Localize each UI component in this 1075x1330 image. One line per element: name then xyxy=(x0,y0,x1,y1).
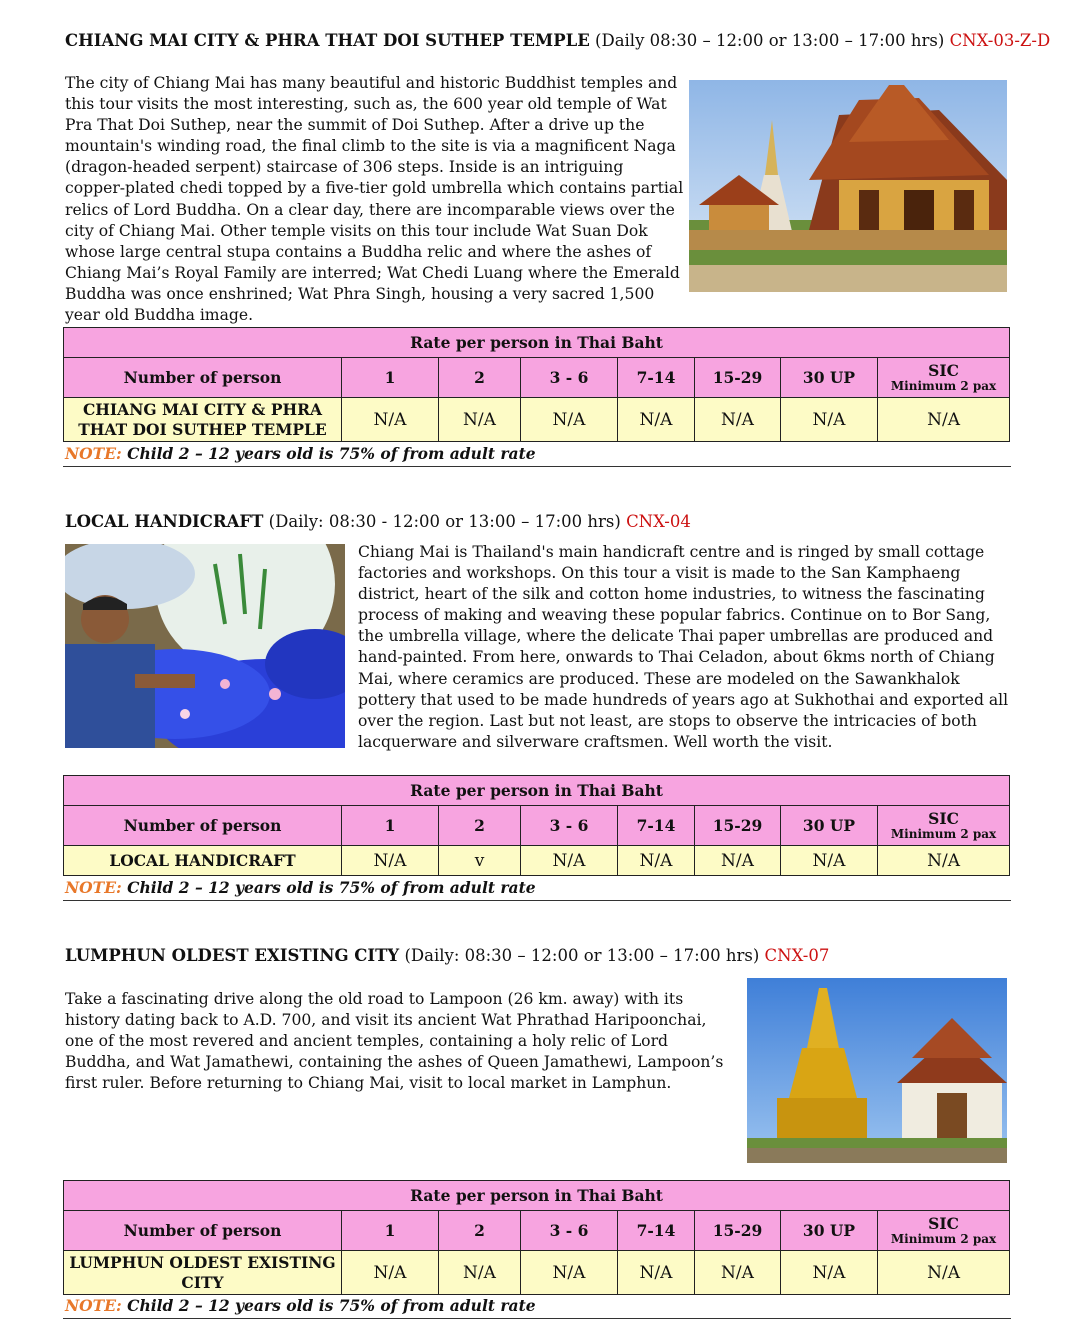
tour-name: LUMPHUN OLDEST EXISTING CITY xyxy=(65,946,400,965)
tour-1-description: The city of Chiang Mai has many beautiful and historic Buddhist temples and this tour visits the most interesting, such as, the 600 year old temple of Wat Pra That Doi Suthep, near the summit of Doi Suthep. After a drive up the mountain's winding road, the final climb to the site is via a magnificent Naga (dragon-headed serpent) staircase of 306 steps. Inside is an intriguing copper-plated chedi topped by a five-tier gold umbrella which contains partial relics of Lord Buddha. On a clear day, there are incomparable views over the city of Chiang Mai. Other temple visits on this tour include Wat Suan Dok whose large central stupa contains a Buddha relic and where the ashes of Chiang Mai’s Royal Family are interred; Wat Chedi Luang where the Emerald Buddha was once enshrined; Wat Phra Singh, housing a very sacred 1,500 year old Buddha image. xyxy=(65,74,684,325)
table-row xyxy=(64,398,1010,442)
sic-minimum: Minimum 2 pax xyxy=(890,1232,997,1246)
table-row xyxy=(64,846,1010,876)
sic-minimum: Minimum 2 pax xyxy=(890,827,997,841)
tour-name: CHIANG MAI CITY & PHRA THAT DOI SUTHEP TEMPLE xyxy=(65,31,590,50)
rate-caption: Rate per person in Thai Baht xyxy=(64,328,1010,358)
col-header: 15-29 xyxy=(695,806,781,846)
rate-cell: N/A xyxy=(781,1251,878,1295)
col-header: 7-14 xyxy=(618,806,695,846)
note-label: NOTE: xyxy=(65,1296,122,1315)
rate-cell: N/A xyxy=(781,398,878,442)
rate-cell: N/A xyxy=(342,398,439,442)
tour-2-title xyxy=(65,512,691,531)
sic-minimum: Minimum 2 pax xyxy=(890,379,997,393)
umbrella-painting-photo xyxy=(65,544,345,748)
sic-label: SIC xyxy=(928,809,959,828)
col-header: 15-29 xyxy=(695,1211,781,1251)
col-header: 1 xyxy=(342,1211,439,1251)
col-header: 3 - 6 xyxy=(521,806,618,846)
section-divider xyxy=(63,900,1011,901)
rate-table-3 xyxy=(63,1180,1010,1295)
col-header-sic xyxy=(878,806,1010,846)
tour-code: CNX-07 xyxy=(764,946,830,965)
rate-cell: N/A xyxy=(342,1251,439,1295)
rate-cell: N/A xyxy=(618,846,695,876)
col-header: 7-14 xyxy=(618,358,695,398)
rate-cell: N/A xyxy=(695,1251,781,1295)
rate-table-1 xyxy=(63,327,1010,442)
note-text: Child 2 – 12 years old is 75% of from adult rate xyxy=(121,1296,536,1315)
col-header-sic xyxy=(878,358,1010,398)
child-rate-note xyxy=(65,444,536,463)
rate-cell: N/A xyxy=(342,846,439,876)
col-header: 1 xyxy=(342,358,439,398)
temple-photo-doi-suthep xyxy=(689,80,1007,292)
col-header: 30 UP xyxy=(781,1211,878,1251)
rate-cell: N/A xyxy=(439,398,521,442)
note-label: NOTE: xyxy=(65,878,122,897)
tour-3-description: Take a fascinating drive along the old road to Lampoon (26 km. away) with its history dating back to A.D. 700, and visit its ancient Wat Phrathad Haripoonchai, one of the most revered and ancient temples, containing a holy relic of Lord Buddha, and Wat Jamathewi, containing the ashes of Queen Jamathewi, Lampoon’s first ruler. Before returning to Chiang Mai, visit to local market in Lamphun. xyxy=(65,990,724,1093)
col-header: 2 xyxy=(439,1211,521,1251)
rate-cell: N/A xyxy=(521,398,618,442)
tour-schedule: (Daily 08:30 – 12:00 or 13:00 – 17:00 hrs) xyxy=(589,31,950,50)
col-header: 2 xyxy=(439,806,521,846)
note-text: Child 2 – 12 years old is 75% of from adult rate xyxy=(121,878,536,897)
row-label: LOCAL HANDICRAFT xyxy=(64,846,342,876)
col-header-number-of-person: Number of person xyxy=(64,1211,342,1251)
rate-cell: N/A xyxy=(618,1251,695,1295)
col-header-sic xyxy=(878,1211,1010,1251)
col-header: 30 UP xyxy=(781,806,878,846)
row-label: LUMPHUN OLDEST EXISTING CITY xyxy=(64,1251,342,1295)
tour-name: LOCAL HANDICRAFT xyxy=(65,512,264,531)
rate-cell-sic: N/A xyxy=(878,1251,1010,1295)
rate-cell: N/A xyxy=(521,1251,618,1295)
row-label: CHIANG MAI CITY & PHRA THAT DOI SUTHEP TEMPLE xyxy=(64,398,342,442)
note-text: Child 2 – 12 years old is 75% of from adult rate xyxy=(121,444,536,463)
col-header: 30 UP xyxy=(781,358,878,398)
section-divider xyxy=(63,1318,1011,1319)
rate-cell: N/A xyxy=(439,1251,521,1295)
child-rate-note xyxy=(65,878,536,897)
rate-caption: Rate per person in Thai Baht xyxy=(64,1181,1010,1211)
tour-1-title xyxy=(65,31,1050,50)
sic-label: SIC xyxy=(928,1214,959,1233)
tour-code: CNX-03-Z-D xyxy=(949,31,1051,50)
col-header: 2 xyxy=(439,358,521,398)
col-header-number-of-person: Number of person xyxy=(64,358,342,398)
sic-label: SIC xyxy=(928,361,959,380)
tour-2-description: Chiang Mai is Thailand's main handicraft centre and is ringed by small cottage factories and workshops. On this tour a visit is made to the San Kamphaeng district, heart of the silk and cotton home industries, to witness the fascinating process of making and weaving these popular fabrics. Continue on to Bor Sang, the umbrella village, where the delicate Thai paper umbrellas are produced and hand-painted. From here, onwards to Thai Celadon, about 6kms north of Chiang Mai, where ceramics are produced. These are modeled on the Sawankhalok pottery that used to be made hundreds of years ago at Sukhothai and exported all over the region. Last but not least, are stops to observe the intricacies of both lacquerware and silverware craftsmen. Well worth the visit. xyxy=(358,543,1009,751)
rate-cell: v xyxy=(439,846,521,876)
rate-caption: Rate per person in Thai Baht xyxy=(64,776,1010,806)
rate-table-2 xyxy=(63,775,1010,876)
rate-cell-sic: N/A xyxy=(878,846,1010,876)
rate-cell: N/A xyxy=(781,846,878,876)
col-header: 7-14 xyxy=(618,1211,695,1251)
child-rate-note xyxy=(65,1296,536,1315)
section-divider xyxy=(63,466,1011,467)
rate-cell-sic: N/A xyxy=(878,398,1010,442)
table-row xyxy=(64,1251,1010,1295)
col-header: 3 - 6 xyxy=(521,358,618,398)
rate-cell: N/A xyxy=(618,398,695,442)
tour-code: CNX-04 xyxy=(626,512,691,531)
col-header: 3 - 6 xyxy=(521,1211,618,1251)
tour-schedule: (Daily: 08:30 - 12:00 or 13:00 – 17:00 hrs) xyxy=(263,512,627,531)
tour-schedule: (Daily: 08:30 – 12:00 or 13:00 – 17:00 hrs) xyxy=(399,946,765,965)
rate-cell: N/A xyxy=(695,846,781,876)
col-header-number-of-person: Number of person xyxy=(64,806,342,846)
temple-photo-haripoonchai xyxy=(747,978,1007,1163)
col-header: 1 xyxy=(342,806,439,846)
tour-3-title xyxy=(65,946,829,965)
rate-cell: N/A xyxy=(695,398,781,442)
rate-cell: N/A xyxy=(521,846,618,876)
col-header: 15-29 xyxy=(695,358,781,398)
note-label: NOTE: xyxy=(65,444,122,463)
